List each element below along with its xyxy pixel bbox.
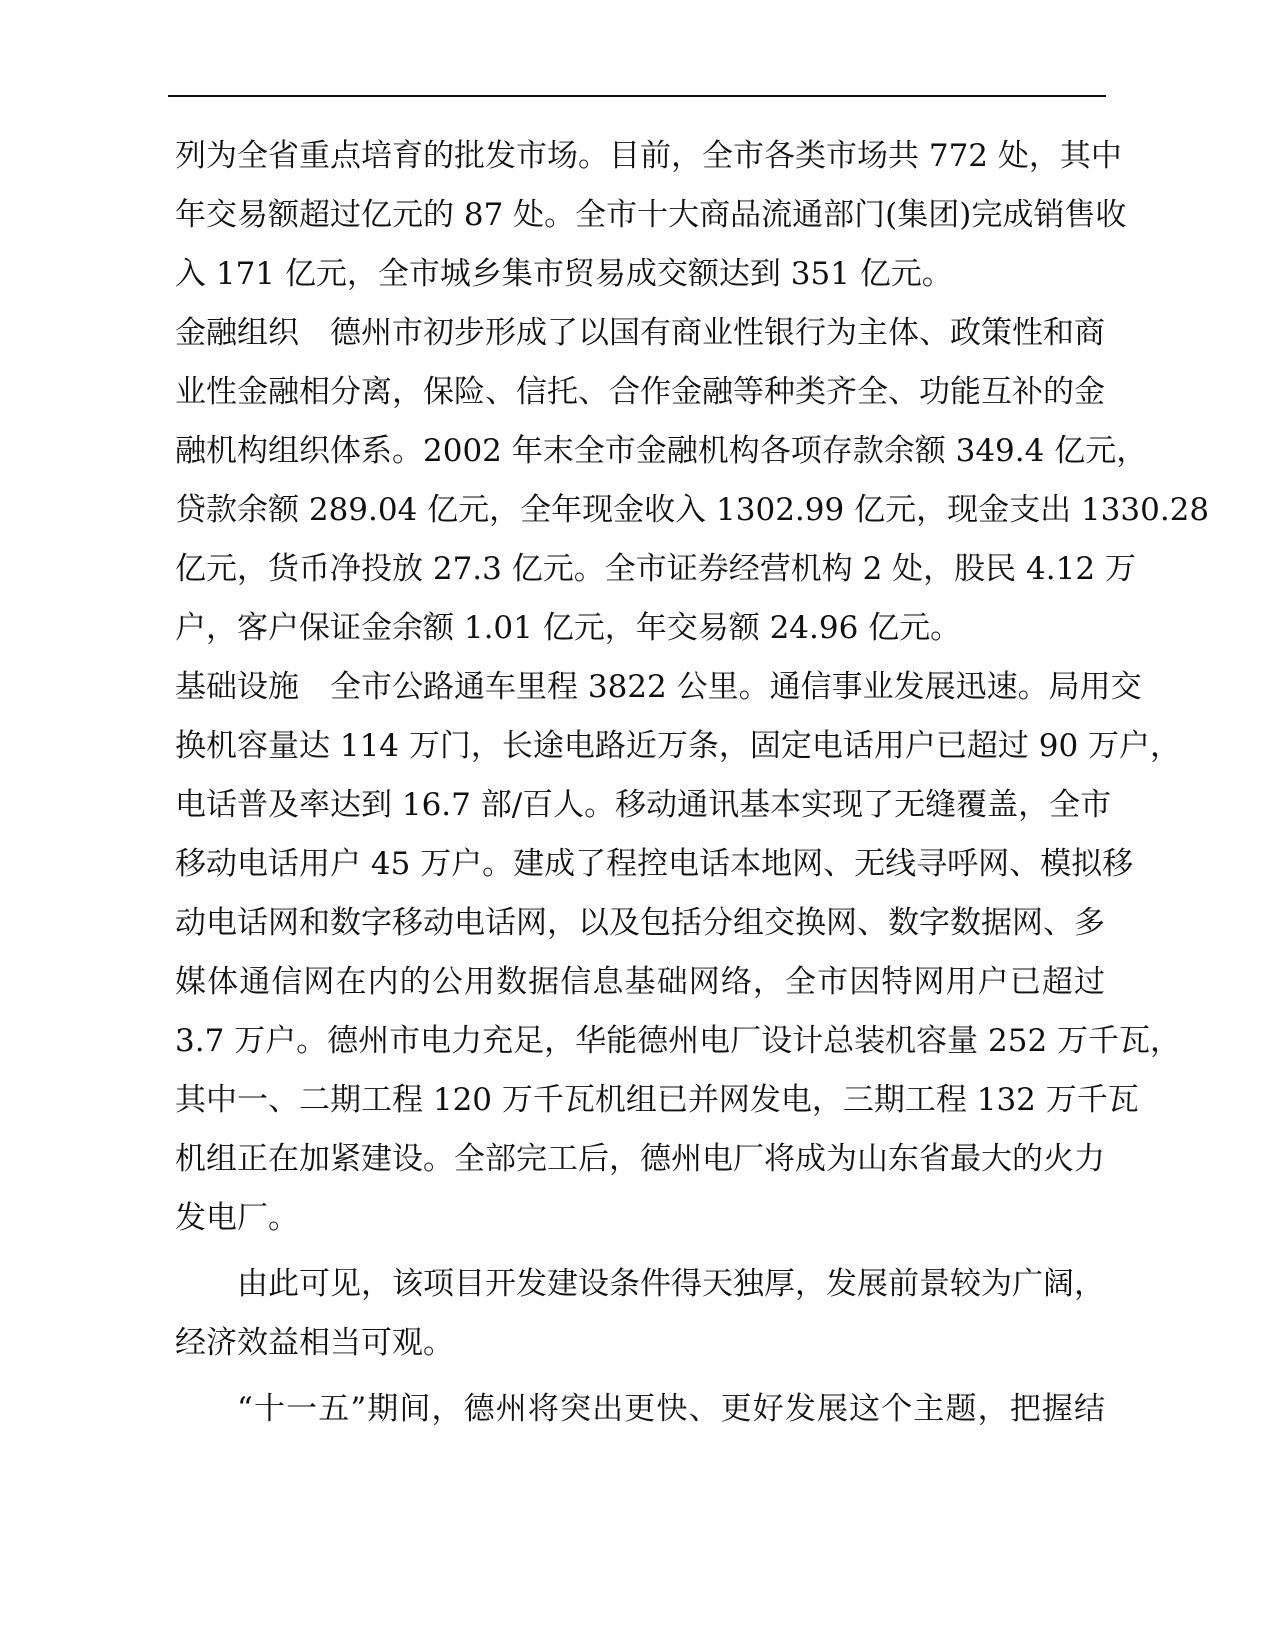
text-line: “十一五”期间，德州将突出更快、更好发展这个主题，把握结 [237,1391,1105,1427]
text-line: 动电话网和数字移动电话网，以及包括分组交换网、数字数据网、多 [175,905,1105,941]
paragraph-conclusion [175,1255,1105,1373]
text-line: 年交易额超过亿元的 87 处。全市十大商品流通部门(集团)完成销售收 [175,197,1127,233]
text-line: 由此可见，该项目开发建设条件得天独厚，发展前景较为广阔， [237,1266,1105,1302]
text-line: 金融组织 德州市初步形成了以国有商业性银行为主体、政策性和商 [175,315,1105,351]
paragraph-markets [175,127,1127,304]
text-line: 列为全省重点培育的批发市场。目前，全市各类市场共 772 处，其中 [175,138,1122,174]
text-line: 入 171 亿元，全市城乡集市贸易成交额达到 351 亿元。 [175,256,953,292]
text-line: 融机构组织体系。2002 年末全市金融机构各项存款余额 349.4 亿元， [175,433,1148,469]
text-line: 发电厂。 [175,1200,299,1236]
paragraph-finance [175,304,1210,658]
text-line: 移动电话用户 45 万户。建成了程控电话本地网、无线寻呼网、模拟移 [175,846,1134,882]
text-line: 电话普及率达到 16.7 部/百人。移动通讯基本实现了无缝覆盖，全市 [175,787,1112,823]
text-line: 媒体通信网在内的公用数据信息基础网络，全市因特网用户已超过 [175,964,1105,1000]
document-body [175,127,1210,1439]
text-line: 业性金融相分离，保险、信托、合作金融等种类齐全、功能互补的金 [175,374,1105,410]
text-line: 其中一、二期工程 120 万千瓦机组已并网发电，三期工程 132 万千瓦 [175,1082,1139,1118]
paragraph-gap [175,1248,1105,1255]
text-line: 户，客户保证金余额 1.01 亿元，年交易额 24.96 亿元。 [175,610,962,646]
text-line: 贷款余额 289.04 亿元，全年现金收入 1302.99 亿元，现金支出 1330.28 [175,492,1210,528]
text-line: 机组正在加紧建设。全部完工后，德州电厂将成为山东省最大的火力 [175,1141,1105,1177]
text-line: 亿元，货币净投放 27.3 亿元。全市证券经营机构 2 处，股民 4.12 万 [175,551,1136,587]
text-line: 换机容量达 114 万门，长途电路近万条，固定电话用户已超过 90 万户， [175,728,1182,764]
paragraph-gap [175,1373,1105,1380]
text-line: 3.7 万户。德州市电力充足，华能德州电厂设计总装机容量 252 万千瓦， [175,1023,1182,1059]
text-line: 基础设施 全市公路通车里程 3822 公里。通信事业发展迅速。局用交 [175,669,1142,705]
header-rule [168,95,1106,97]
paragraph-infrastructure [175,658,1182,1248]
paragraph-eleventh-five-year [175,1380,1105,1439]
text-line: 经济效益相当可观。 [175,1325,454,1361]
